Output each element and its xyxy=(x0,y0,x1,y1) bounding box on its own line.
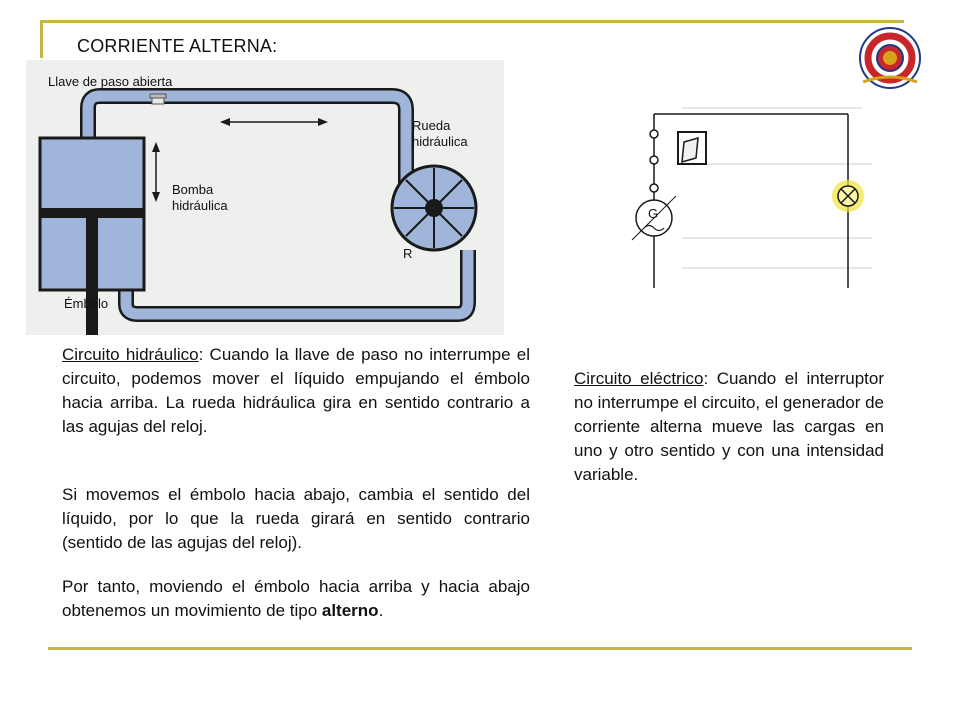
top-rule xyxy=(40,20,904,23)
piston-label: Émbolo xyxy=(64,296,109,311)
bottom-rule xyxy=(48,647,912,650)
electric-paragraph xyxy=(574,367,884,487)
generator-label: G xyxy=(648,206,659,221)
hydraulic-paragraph-1 xyxy=(62,343,530,439)
electric-circuit-figure xyxy=(622,88,884,298)
wheel-label-line1: Rueda xyxy=(412,118,451,133)
left-rule xyxy=(40,20,43,58)
hydraulic-paragraph-1-body: : Cuando la llave de paso no interrumpe el circuito, podemos mover el líquido empujando el émbolo hacia arriba. La rueda hidráulica gira en sentido contrario a las agujas del reloj. xyxy=(62,345,530,436)
wheel-label-line2: hidráulica xyxy=(412,134,468,149)
hydraulic-paragraph-3 xyxy=(62,575,530,623)
electric-heading: Circuito eléctrico xyxy=(574,369,704,388)
pump-label-line2: hidráulica xyxy=(172,198,228,213)
slide-title: CORRIENTE ALTERNA: xyxy=(77,36,278,56)
hydraulic-paragraph-3-end: . xyxy=(378,601,384,620)
alterno-term: alterno xyxy=(321,601,379,620)
hydraulic-circuit-figure xyxy=(26,60,504,335)
pump-label-line1: Bomba xyxy=(172,182,214,197)
hydraulic-paragraph-2: Si movemos el émbolo hacia abajo, cambia el sentido del líquido, por lo que la rueda girará en sentido contrario (sentido de las agujas del reloj). xyxy=(62,485,530,552)
valve-label: Llave de paso abierta xyxy=(48,74,173,89)
wheel-letter-label: R xyxy=(403,246,413,261)
hydraulic-paragraph-3-body: Por tanto, moviendo el émbolo hacia arriba y hacia abajo obtenemos un movimiento de tipo xyxy=(62,577,530,620)
institute-logo xyxy=(853,26,928,91)
hydraulic-heading: Circuito hidráulico xyxy=(62,345,199,364)
electric-paragraph-body: : Cuando el interruptor no interrumpe el circuito, el generador de corriente alterna mueve las cargas en uno y otro sentido y con una intensidad variable. xyxy=(574,369,884,484)
